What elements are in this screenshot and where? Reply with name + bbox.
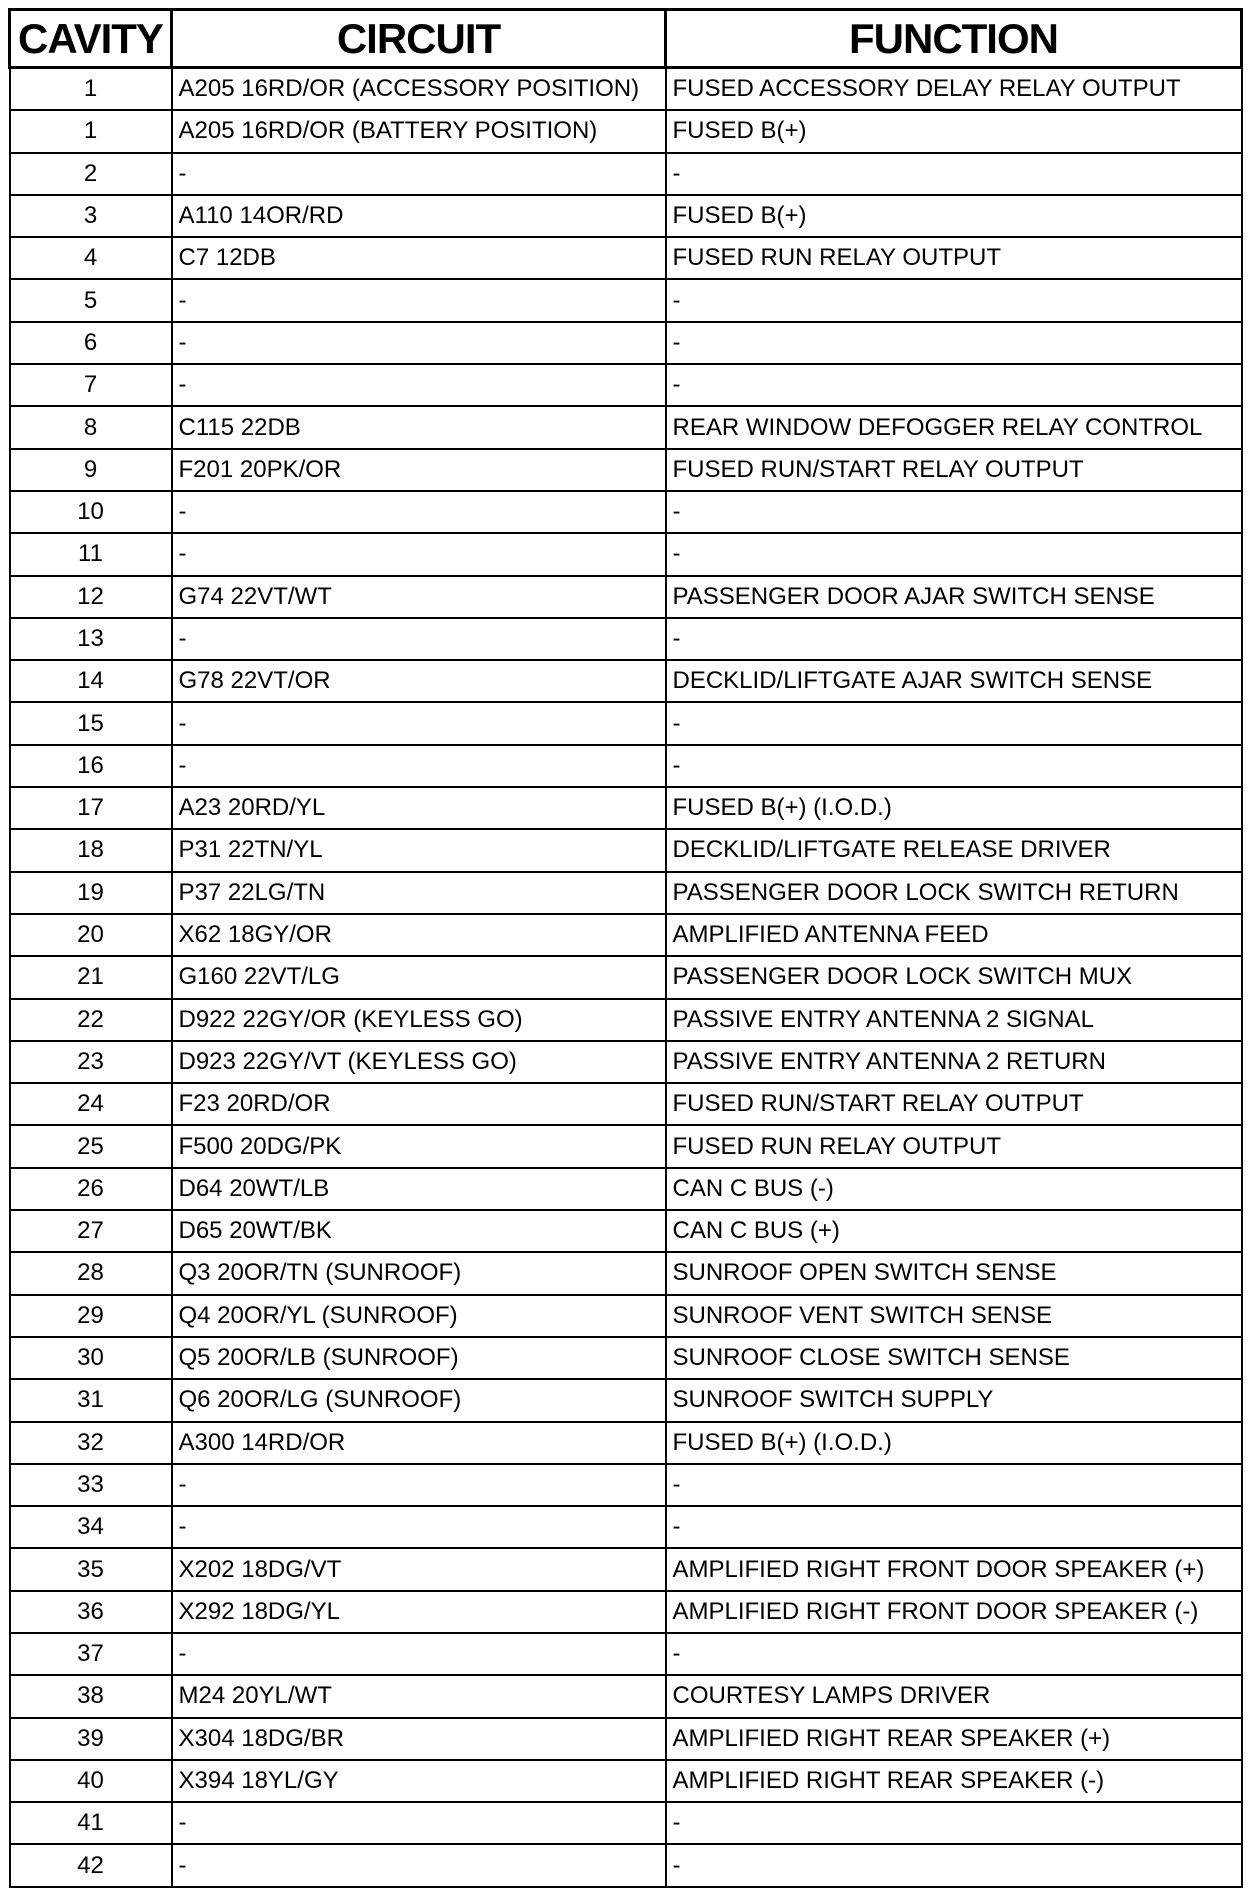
- table-row: [10, 1844, 1242, 1886]
- cavity-cell: 42: [10, 1844, 172, 1886]
- cavity-cell: 10: [10, 491, 172, 533]
- function-cell: AMPLIFIED ANTENNA FEED: [666, 914, 1242, 956]
- circuit-cell: -: [172, 1506, 666, 1548]
- cavity-cell: 31: [10, 1379, 172, 1421]
- cavity-cell: 20: [10, 914, 172, 956]
- function-cell: FUSED RUN RELAY OUTPUT: [666, 237, 1242, 279]
- function-cell: -: [666, 153, 1242, 195]
- circuit-cell: F201 20PK/OR: [172, 449, 666, 491]
- table-row: [10, 1718, 1242, 1760]
- table-row: [10, 364, 1242, 406]
- cavity-cell: 9: [10, 449, 172, 491]
- cavity-cell: 7: [10, 364, 172, 406]
- table-row: [10, 1125, 1242, 1167]
- circuit-cell: D64 20WT/LB: [172, 1168, 666, 1210]
- cavity-cell: 39: [10, 1718, 172, 1760]
- cavity-cell: 22: [10, 999, 172, 1041]
- cavity-cell: 28: [10, 1252, 172, 1294]
- cavity-cell: 8: [10, 406, 172, 448]
- cavity-cell: 36: [10, 1591, 172, 1633]
- function-cell: AMPLIFIED RIGHT FRONT DOOR SPEAKER (+): [666, 1548, 1242, 1590]
- table-row: [10, 618, 1242, 660]
- circuit-cell: -: [172, 618, 666, 660]
- cavity-cell: 5: [10, 279, 172, 321]
- function-cell: SUNROOF SWITCH SUPPLY: [666, 1379, 1242, 1421]
- circuit-cell: -: [172, 279, 666, 321]
- function-cell: FUSED B(+) (I.O.D.): [666, 787, 1242, 829]
- function-cell: FUSED RUN/START RELAY OUTPUT: [666, 449, 1242, 491]
- function-cell: SUNROOF VENT SWITCH SENSE: [666, 1295, 1242, 1337]
- cavity-cell: 32: [10, 1422, 172, 1464]
- function-cell: DECKLID/LIFTGATE AJAR SWITCH SENSE: [666, 660, 1242, 702]
- cavity-cell: 27: [10, 1210, 172, 1252]
- circuit-cell: A205 16RD/OR (BATTERY POSITION): [172, 110, 666, 152]
- table-row: [10, 1168, 1242, 1210]
- table-row: [10, 110, 1242, 152]
- cavity-cell: 21: [10, 956, 172, 998]
- function-cell: -: [666, 1464, 1242, 1506]
- table-row: [10, 1252, 1242, 1294]
- table-row: [10, 745, 1242, 787]
- connector-pinout-table-frame: [8, 8, 1240, 1880]
- cavity-cell: 37: [10, 1633, 172, 1675]
- table-row: [10, 787, 1242, 829]
- table-row: [10, 406, 1242, 448]
- table-row: [10, 1633, 1242, 1675]
- circuit-cell: X394 18YL/GY: [172, 1760, 666, 1802]
- circuit-cell: Q3 20OR/TN (SUNROOF): [172, 1252, 666, 1294]
- circuit-cell: -: [172, 745, 666, 787]
- table-row: [10, 702, 1242, 744]
- table-row: [10, 68, 1242, 111]
- table-row: [10, 1548, 1242, 1590]
- table-row: [10, 1379, 1242, 1421]
- table-row: [10, 872, 1242, 914]
- table-row: [10, 1802, 1242, 1844]
- table-row: [10, 956, 1242, 998]
- cavity-cell: 29: [10, 1295, 172, 1337]
- table-row: [10, 491, 1242, 533]
- table-row: [10, 322, 1242, 364]
- cavity-cell: 19: [10, 872, 172, 914]
- circuit-cell: P37 22LG/TN: [172, 872, 666, 914]
- circuit-cell: X304 18DG/BR: [172, 1718, 666, 1760]
- circuit-cell: A205 16RD/OR (ACCESSORY POSITION): [172, 68, 666, 111]
- cavity-cell: 33: [10, 1464, 172, 1506]
- circuit-cell: G74 22VT/WT: [172, 576, 666, 618]
- circuit-cell: C115 22DB: [172, 406, 666, 448]
- cavity-cell: 17: [10, 787, 172, 829]
- header-function: FUNCTION: [666, 10, 1242, 68]
- table-row: [10, 1083, 1242, 1125]
- circuit-cell: P31 22TN/YL: [172, 829, 666, 871]
- cavity-cell: 34: [10, 1506, 172, 1548]
- circuit-cell: D923 22GY/VT (KEYLESS GO): [172, 1041, 666, 1083]
- function-cell: -: [666, 745, 1242, 787]
- function-cell: REAR WINDOW DEFOGGER RELAY CONTROL: [666, 406, 1242, 448]
- cavity-cell: 3: [10, 195, 172, 237]
- circuit-cell: Q4 20OR/YL (SUNROOF): [172, 1295, 666, 1337]
- table-row: [10, 1506, 1242, 1548]
- circuit-cell: X292 18DG/YL: [172, 1591, 666, 1633]
- table-row: [10, 1041, 1242, 1083]
- function-cell: CAN C BUS (+): [666, 1210, 1242, 1252]
- circuit-cell: A300 14RD/OR: [172, 1422, 666, 1464]
- connector-pinout-table: [8, 8, 1243, 1888]
- table-row: [10, 1210, 1242, 1252]
- function-cell: CAN C BUS (-): [666, 1168, 1242, 1210]
- circuit-cell: D922 22GY/OR (KEYLESS GO): [172, 999, 666, 1041]
- function-cell: -: [666, 279, 1242, 321]
- circuit-cell: X62 18GY/OR: [172, 914, 666, 956]
- cavity-cell: 23: [10, 1041, 172, 1083]
- cavity-cell: 2: [10, 153, 172, 195]
- cavity-cell: 1: [10, 68, 172, 111]
- function-cell: -: [666, 1844, 1242, 1886]
- cavity-cell: 12: [10, 576, 172, 618]
- table-row: [10, 449, 1242, 491]
- circuit-cell: A23 20RD/YL: [172, 787, 666, 829]
- cavity-cell: 41: [10, 1802, 172, 1844]
- function-cell: FUSED RUN RELAY OUTPUT: [666, 1125, 1242, 1167]
- circuit-cell: -: [172, 1802, 666, 1844]
- function-cell: DECKLID/LIFTGATE RELEASE DRIVER: [666, 829, 1242, 871]
- circuit-cell: -: [172, 1633, 666, 1675]
- table-row: [10, 576, 1242, 618]
- header-circuit: CIRCUIT: [172, 10, 666, 68]
- function-cell: AMPLIFIED RIGHT REAR SPEAKER (-): [666, 1760, 1242, 1802]
- cavity-cell: 24: [10, 1083, 172, 1125]
- function-cell: FUSED RUN/START RELAY OUTPUT: [666, 1083, 1242, 1125]
- function-cell: SUNROOF CLOSE SWITCH SENSE: [666, 1337, 1242, 1379]
- function-cell: -: [666, 491, 1242, 533]
- table-body: [10, 68, 1242, 1887]
- header-row: [10, 10, 1242, 68]
- circuit-cell: X202 18DG/VT: [172, 1548, 666, 1590]
- circuit-cell: -: [172, 1464, 666, 1506]
- table-row: [10, 1675, 1242, 1717]
- circuit-cell: M24 20YL/WT: [172, 1675, 666, 1717]
- table-row: [10, 533, 1242, 575]
- function-cell: -: [666, 702, 1242, 744]
- table-row: [10, 1760, 1242, 1802]
- table-row: [10, 1591, 1242, 1633]
- function-cell: PASSENGER DOOR AJAR SWITCH SENSE: [666, 576, 1242, 618]
- table-row: [10, 153, 1242, 195]
- table-row: [10, 660, 1242, 702]
- table-row: [10, 1295, 1242, 1337]
- function-cell: -: [666, 1633, 1242, 1675]
- circuit-cell: A110 14OR/RD: [172, 195, 666, 237]
- cavity-cell: 40: [10, 1760, 172, 1802]
- cavity-cell: 1: [10, 110, 172, 152]
- circuit-cell: -: [172, 1844, 666, 1886]
- cavity-cell: 11: [10, 533, 172, 575]
- function-cell: PASSENGER DOOR LOCK SWITCH MUX: [666, 956, 1242, 998]
- function-cell: FUSED B(+): [666, 195, 1242, 237]
- cavity-cell: 30: [10, 1337, 172, 1379]
- table-row: [10, 1464, 1242, 1506]
- circuit-cell: D65 20WT/BK: [172, 1210, 666, 1252]
- cavity-cell: 6: [10, 322, 172, 364]
- function-cell: FUSED B(+): [666, 110, 1242, 152]
- cavity-cell: 16: [10, 745, 172, 787]
- cavity-cell: 14: [10, 660, 172, 702]
- circuit-cell: C7 12DB: [172, 237, 666, 279]
- circuit-cell: Q6 20OR/LG (SUNROOF): [172, 1379, 666, 1421]
- function-cell: PASSIVE ENTRY ANTENNA 2 SIGNAL: [666, 999, 1242, 1041]
- cavity-cell: 13: [10, 618, 172, 660]
- cavity-cell: 35: [10, 1548, 172, 1590]
- circuit-cell: -: [172, 364, 666, 406]
- header-cavity: CAVITY: [10, 10, 172, 68]
- circuit-cell: -: [172, 702, 666, 744]
- circuit-cell: -: [172, 533, 666, 575]
- function-cell: COURTESY LAMPS DRIVER: [666, 1675, 1242, 1717]
- function-cell: AMPLIFIED RIGHT REAR SPEAKER (+): [666, 1718, 1242, 1760]
- table-row: [10, 195, 1242, 237]
- table-row: [10, 1422, 1242, 1464]
- circuit-cell: G160 22VT/LG: [172, 956, 666, 998]
- function-cell: -: [666, 618, 1242, 660]
- circuit-cell: -: [172, 153, 666, 195]
- cavity-cell: 38: [10, 1675, 172, 1717]
- circuit-cell: F500 20DG/PK: [172, 1125, 666, 1167]
- circuit-cell: -: [172, 491, 666, 533]
- table-row: [10, 829, 1242, 871]
- function-cell: -: [666, 1506, 1242, 1548]
- function-cell: PASSENGER DOOR LOCK SWITCH RETURN: [666, 872, 1242, 914]
- cavity-cell: 25: [10, 1125, 172, 1167]
- table-row: [10, 914, 1242, 956]
- function-cell: -: [666, 364, 1242, 406]
- cavity-cell: 4: [10, 237, 172, 279]
- cavity-cell: 26: [10, 1168, 172, 1210]
- function-cell: FUSED B(+) (I.O.D.): [666, 1422, 1242, 1464]
- circuit-cell: G78 22VT/OR: [172, 660, 666, 702]
- table-row: [10, 999, 1242, 1041]
- table-header: [10, 10, 1242, 68]
- function-cell: AMPLIFIED RIGHT FRONT DOOR SPEAKER (-): [666, 1591, 1242, 1633]
- circuit-cell: F23 20RD/OR: [172, 1083, 666, 1125]
- function-cell: PASSIVE ENTRY ANTENNA 2 RETURN: [666, 1041, 1242, 1083]
- cavity-cell: 15: [10, 702, 172, 744]
- circuit-cell: -: [172, 322, 666, 364]
- circuit-cell: Q5 20OR/LB (SUNROOF): [172, 1337, 666, 1379]
- function-cell: FUSED ACCESSORY DELAY RELAY OUTPUT: [666, 68, 1242, 111]
- function-cell: SUNROOF OPEN SWITCH SENSE: [666, 1252, 1242, 1294]
- function-cell: -: [666, 1802, 1242, 1844]
- function-cell: -: [666, 533, 1242, 575]
- table-row: [10, 1337, 1242, 1379]
- function-cell: -: [666, 322, 1242, 364]
- cavity-cell: 18: [10, 829, 172, 871]
- table-row: [10, 237, 1242, 279]
- table-row: [10, 279, 1242, 321]
